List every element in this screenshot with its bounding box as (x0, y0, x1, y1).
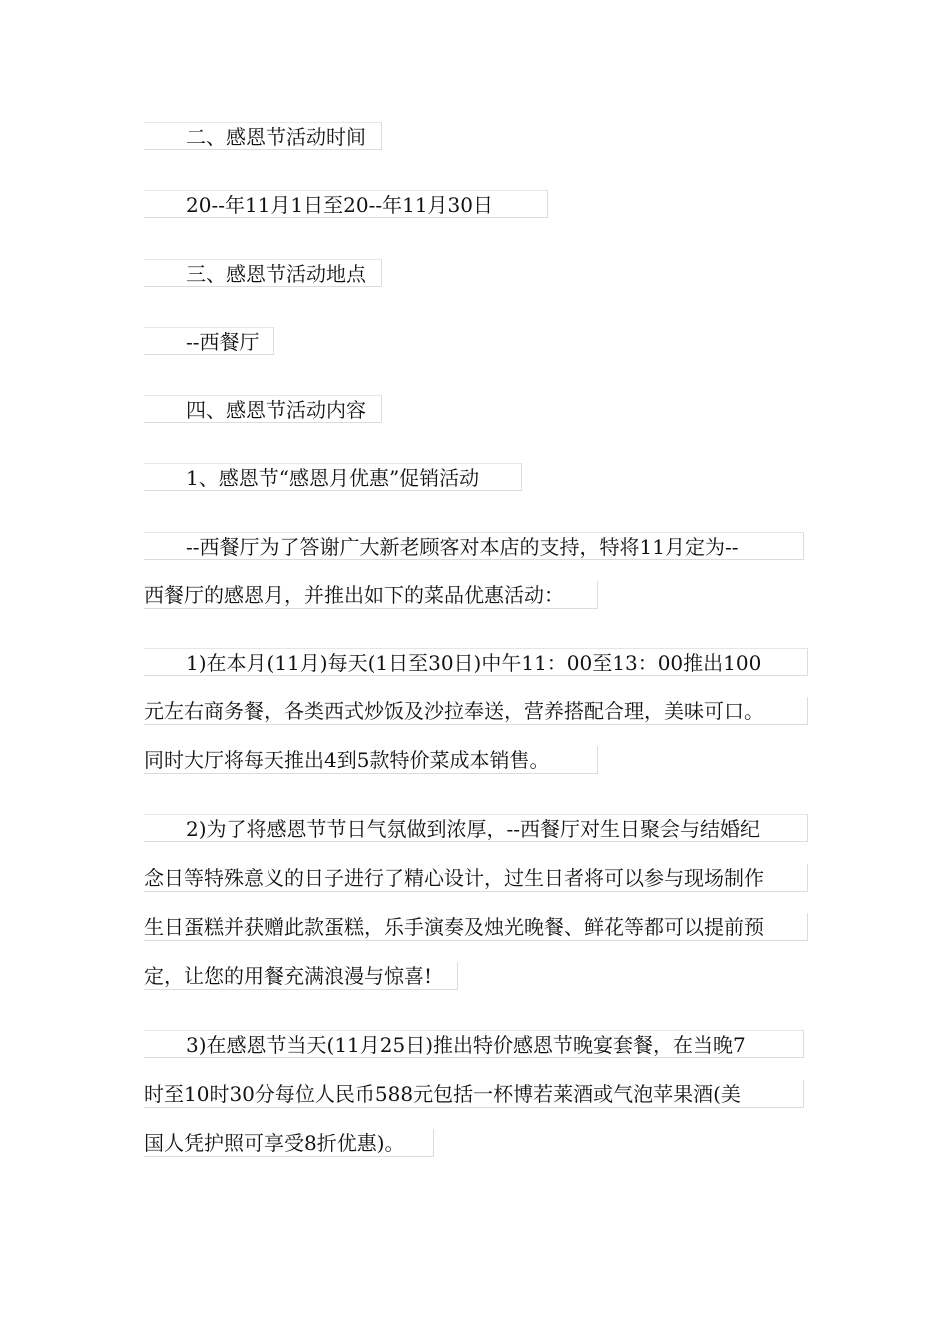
line-text: 时至10时30分每位人民币588元包括一杯博若莱酒或气泡苹果酒(美 (144, 1082, 741, 1106)
activity-date-range (144, 190, 548, 218)
line-text: 20--年11月1日至20--年11月30日 (186, 193, 494, 217)
line-text: 1、感恩节“感恩月优惠”促销活动 (186, 466, 480, 490)
line-text: 二、感恩节活动时间 (186, 125, 366, 149)
item-2-line-4 (144, 962, 458, 990)
line-text: 四、感恩节活动内容 (186, 398, 366, 422)
item-1-line-2 (144, 697, 808, 725)
line-text: 元左右商务餐，各类西式炒饭及沙拉奉送，营养搭配合理，美味可口。 (144, 699, 764, 723)
line-text: 国人凭护照可享受8折优惠)。 (144, 1131, 405, 1155)
line-text: 念日等特殊意义的日子进行了精心设计，过生日者将可以参与现场制作 (144, 866, 764, 890)
line-text: --西餐厅为了答谢广大新老顾客对本店的支持，特将11月定为-- (186, 535, 739, 559)
paragraph-intro-line-1 (144, 532, 804, 560)
item-2-line-1 (144, 814, 808, 842)
item-2-line-3 (144, 913, 808, 941)
line-text: 三、感恩节活动地点 (186, 262, 366, 286)
line-text: 西餐厅的感恩月，并推出如下的菜品优惠活动： (144, 583, 564, 607)
paragraph-intro-line-2 (144, 581, 598, 609)
line-text: 3)在感恩节当天(11月25日)推出特价感恩节晚宴套餐，在当晚7 (186, 1033, 746, 1057)
item-3-line-3 (144, 1129, 434, 1157)
line-text: 定，让您的用餐充满浪漫与惊喜! (144, 964, 433, 988)
item-3-line-2 (144, 1080, 804, 1108)
item-1-line-1 (144, 648, 808, 676)
line-text: 1)在本月(11月)每天(1日至30日)中午11：00至13：00推出100 (186, 651, 762, 675)
subheading-promotion (144, 463, 522, 491)
item-1-line-3 (144, 746, 598, 774)
activity-location (144, 327, 274, 355)
heading-activity-content (144, 395, 382, 423)
heading-activity-location (144, 259, 382, 287)
heading-activity-time (144, 122, 382, 150)
item-2-line-2 (144, 864, 808, 892)
item-3-line-1 (144, 1030, 804, 1058)
line-text: 生日蛋糕并获赠此款蛋糕，乐手演奏及烛光晚餐、鲜花等都可以提前预 (144, 915, 764, 939)
line-text: 2)为了将感恩节节日气氛做到浓厚，--西餐厅对生日聚会与结婚纪 (186, 817, 761, 841)
line-text: 同时大厅将每天推出4到5款特价菜成本销售。 (144, 748, 550, 772)
line-text: --西餐厅 (186, 330, 260, 354)
